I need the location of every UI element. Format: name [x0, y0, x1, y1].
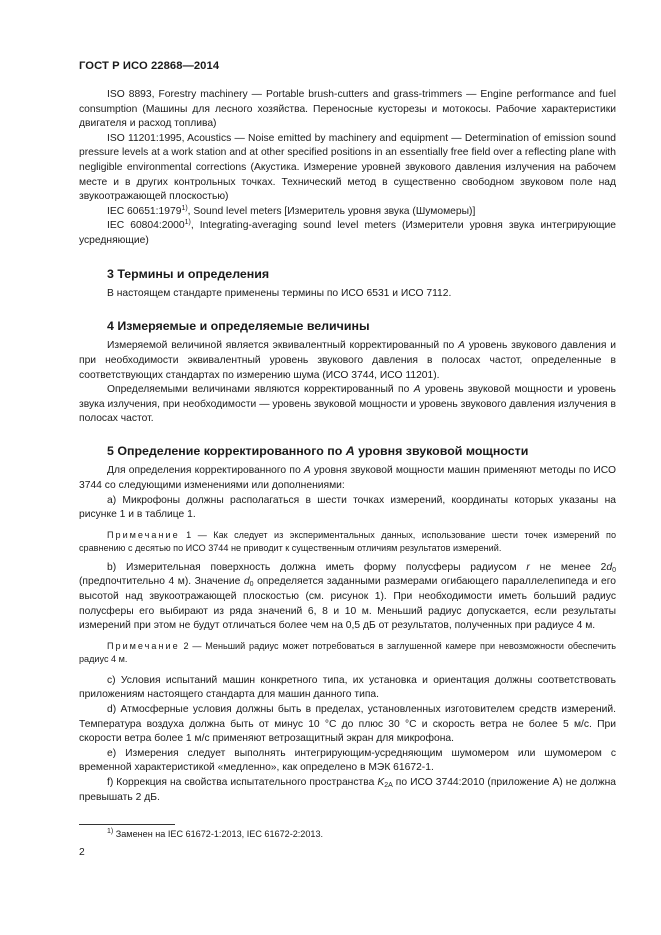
- footnote-divider: [79, 824, 175, 825]
- ref-iso-8893: ISO 8893, Forestry machinery — Portable brush-cutters and grass-trimmers — Engine performance and fuel consumption (Машины для лесного хозяйства. Переносные кусторезы и мотокосы. Рабочие характеристики двигателя и расход топлива): [79, 89, 616, 130]
- section-5-item-e: e) Измерения следует выполнять интегрирующим-усредняющим шумомером или шумомером с временной характеристикой «медленно», как определено в МЭК 61672-1.: [79, 747, 616, 774]
- ref-iec-60804: IEC 60804:2000$^{1)}$, Integrating-averaging sound level meters (Измерители уровня звука интегрирующие усредняющие): [79, 219, 616, 246]
- page-number: 2: [79, 847, 85, 858]
- note-2: Примечание 2 — Меньший радиус может потребоваться в заглушенной камере при невозможности обеспечить радиус 4 м.: [79, 640, 616, 664]
- section-5-item-c: c) Условия испытаний машин конкретного типа, их установка и ориентация должны соответствовать приложениям настоящего стандарта для машин данного типа.: [79, 674, 616, 701]
- section-4-paragraph-2: Определяемыми величинами являются корректированный по A уровень звуковой мощности и уровень звука излучения, при необходимости — уровень звуковой мощности и уровень звукового давления излучения в полосах частот.: [79, 384, 616, 425]
- document-body: [79, 88, 616, 805]
- section-5-item-b: b) Измерительная поверхность должна иметь форму полусферы радиусом r не менее $2d_0$ (предпочтительно 4 м). Значение $d_0$ определяется заданными размерами огибающего параллелепипеда и его высотой над звукоотражающей плоскостью (см. рисунок 1). При необходимости иметь больший радиус полусферы его выбирают из ряда значений 6, 8 и 10 м. Меньший радиус допускается, если результаты измерений при этом не будут отличаться более чем на 0,5 дБ от результатов, полученных при радиусе 4 м.: [79, 561, 616, 632]
- ref-iso-11201: ISO 11201:1995, Acoustics — Noise emitted by machinery and equipment — Determination of emission sound pressure levels at a work station and at other specified positions in an essentially free field over a reflecting plane with negligible environmental corrections (Акустика. Измерение уровней звукового давления излучения на рабочем месте и в других контрольных точках. Технический метод в существенно свободном звуковом поле над звукоотражающей плоскостью): [79, 132, 616, 203]
- section-3-text: В настоящем стандарте применены термины по ИСО 6531 и ИСО 7112.: [107, 288, 452, 300]
- section-4-heading: 4 Измеряемые и определяемые величины: [107, 318, 370, 333]
- section-5-heading: 5 Определение корректированного по A уровня звуковой мощности: [107, 443, 529, 458]
- section-5-item-a: a) Микрофоны должны располагаться в шести точках измерений, координаты которых указаны на рисунке 1 и в таблице 1.: [79, 494, 616, 521]
- footnote: $^{1)}$ Заменен на IEC 61672-1:2013, IEC 61672-2:2013.: [107, 828, 324, 839]
- document-header: ГОСТ Р ИСО 22868—2014: [79, 60, 220, 72]
- section-5-item-f: f) Коррекция на свойства испытательного пространства $K_{2A}$ по ИСО 3744:2010 (приложение А) не должна превышать 2 дБ.: [79, 776, 616, 803]
- ref-iec-60651: IEC 60651:1979$^{1)}$, Sound level meters [Измеритель уровня звука (Шумомеры)]: [107, 204, 476, 217]
- section-3-heading: 3 Термины и определения: [107, 266, 270, 281]
- section-5-intro: Для определения корректированного по A уровня звуковой мощности машин применяют методы по ИСО 3744 со следующими изменениями или дополнениями:: [79, 465, 616, 492]
- note-1: Примечание 1 — Как следует из экспериментальных данных, использование шести точек измерений по сравнению с десятью по ИСО 3744 не приводит к существенным отличиям результатов измерений.: [79, 529, 616, 553]
- section-5-item-d: d) Атмосферные условия должны быть в пределах, установленных изготовителем средств измерений. Температура воздуха должна быть от минус 10 °C до плюс 30 °C и скорость ветра не более 5 м/с. При скорости ветра более 1 м/с применяют ветрозащитный экран для микрофона.: [79, 704, 616, 745]
- section-4-paragraph-1: Измеряемой величиной является эквивалентный корректированный по A уровень звукового давления и при необходимости эквивалентный уровень звукового давления в полосах частот, определенные в соответствующих стандартах по измерению шума (ИСО 3744, ИСО 11201).: [79, 340, 616, 381]
